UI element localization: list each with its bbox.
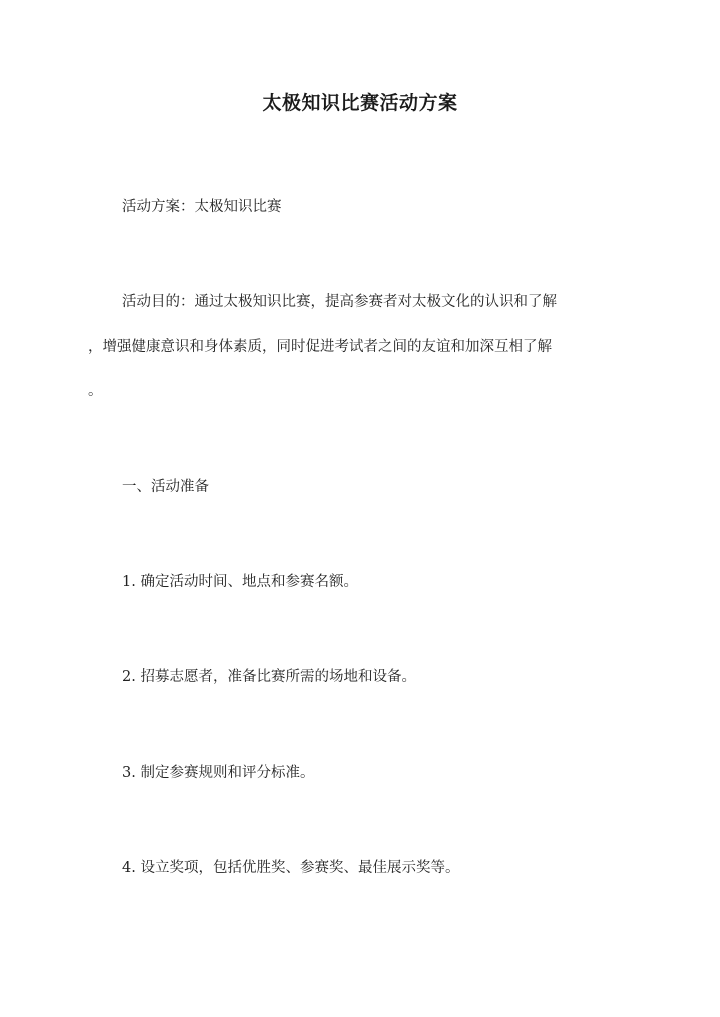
list-item: 2. 招募志愿者，准备比赛所需的场地和设备。: [122, 669, 416, 685]
purpose-line-2: ，增强健康意识和身体素质，同时促进考试者之间的友谊和加深互相了解: [88, 339, 552, 355]
section-heading-preparation: 一、活动准备: [122, 479, 209, 495]
list-item: 4. 设立奖项，包括优胜奖、参赛奖、最佳展示奖等。: [122, 860, 460, 876]
activity-plan-line: 活动方案：太极知识比赛: [122, 199, 282, 215]
purpose-line-1: 活动目的：通过太极知识比赛，提高参赛者对太极文化的认识和了解: [122, 294, 557, 310]
list-item: 3. 制定参赛规则和评分标准。: [122, 765, 315, 781]
purpose-line-3: 。: [88, 383, 103, 399]
list-item: 1. 确定活动时间、地点和参赛名额。: [122, 574, 358, 590]
document-title: 太极知识比赛活动方案: [262, 92, 458, 114]
